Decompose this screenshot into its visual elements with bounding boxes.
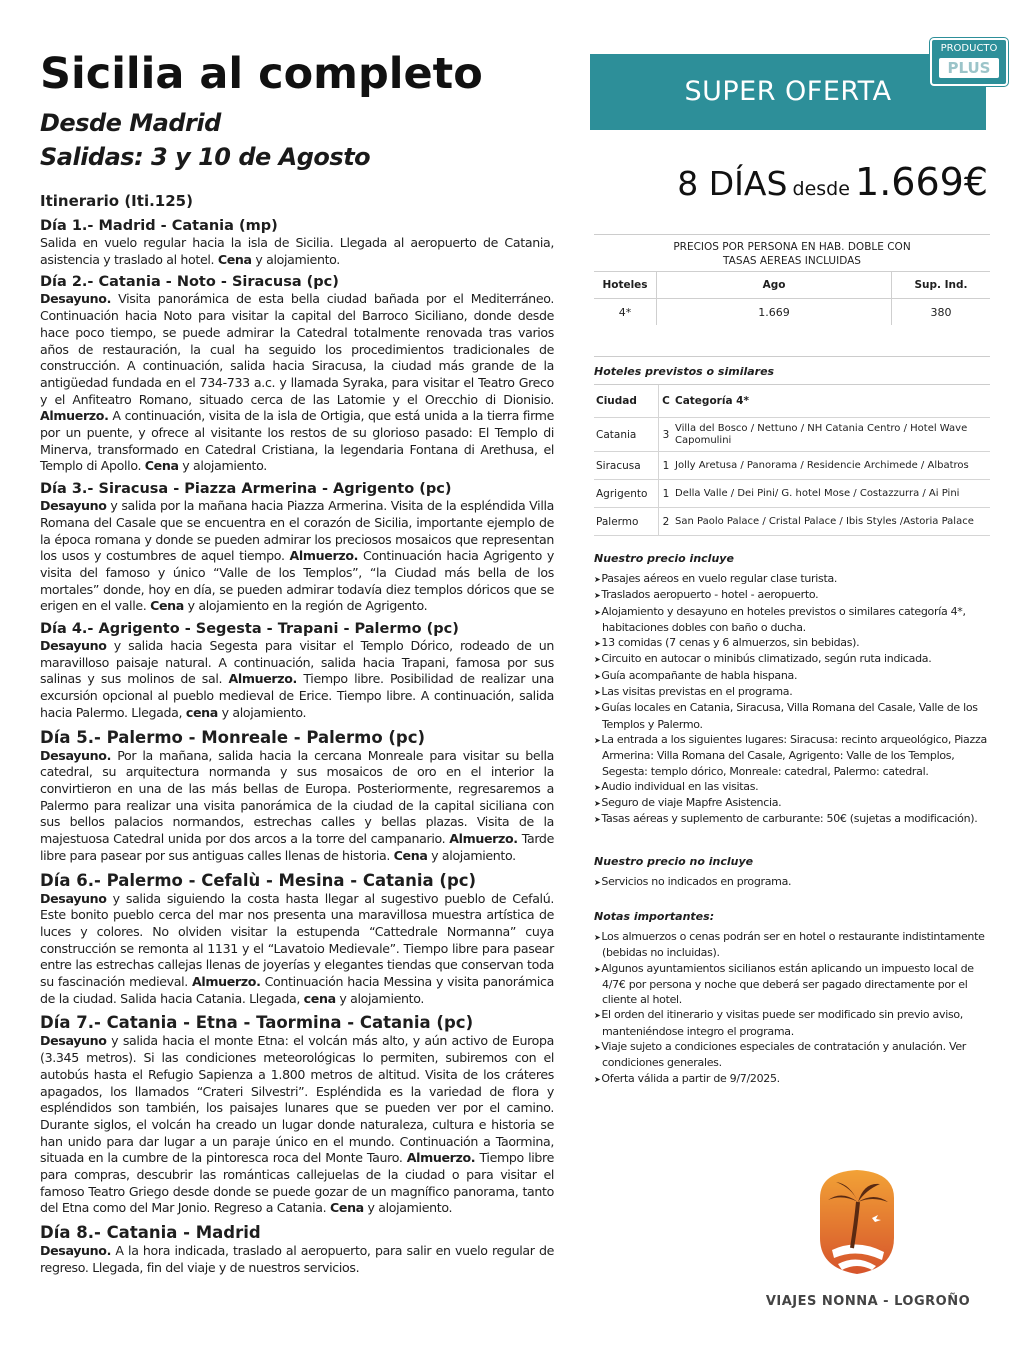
day-title: Día 8.- Catania - Madrid [40, 1223, 261, 1243]
day-description: Desayuno. A la hora indicada, traslado al aeropuerto, para salir en vuelo regular de regreso. Llegada, fin del viaje y de nuestros servicios. [40, 1243, 554, 1275]
day-title: Día 3.- Siracusa - Piazza Armerina - Agrigento (pc) [40, 481, 452, 498]
day-title: Día 5.- Palermo - Monreale - Palermo (pc) [40, 727, 426, 747]
excludes-list [594, 874, 990, 890]
hotel-row [594, 508, 990, 536]
hotel-nights: 1 [659, 480, 674, 508]
hotels-header-row [594, 385, 990, 418]
price-value: 1.669€ [855, 160, 988, 204]
hotel-nights: 1 [659, 452, 674, 480]
badge-bottom-label: PLUS [939, 58, 999, 78]
brand-name: VIAJES NONNA - LOGROÑO [765, 1294, 971, 1309]
list-item: ➤ Tasas aéreas y suplemento de carburante: 50€ (sujetas a modificación). [594, 811, 990, 827]
day-block [40, 1223, 554, 1276]
badge-top-label: PRODUCTO [940, 43, 998, 54]
price-from-label: desde [792, 178, 850, 200]
list-item: ➤ 13 comidas (7 cenas y 6 almuerzos, sin bebidas). [594, 635, 990, 651]
itinerary-heading: Itinerario (Iti.125) [40, 192, 193, 210]
list-item: ➤ Las visitas previstas en el programa. [594, 684, 990, 700]
day-block [40, 481, 554, 615]
excludes-section [594, 855, 990, 890]
hotel-names: Villa del Bosco / Nettuno / NH Catania Centro / Hotel Wave Capomulini [673, 418, 990, 452]
includes-section [594, 552, 990, 828]
col-ago: Ago [657, 272, 892, 299]
notes-section [594, 910, 990, 1087]
day-title: Día 2.- Catania - Noto - Siracusa (pc) [40, 274, 339, 291]
departures-subtitle: Salidas: 3 y 10 de Agosto [40, 143, 371, 171]
list-item: ➤ Traslados aeropuerto - hotel - aeropuerto. [594, 587, 990, 603]
includes-label: Nuestro precio incluye [594, 552, 734, 565]
price-table-header-line2: TASAS AEREAS INCLUIDAS [723, 255, 861, 267]
hotel-city: Catania [594, 418, 659, 452]
hotel-row [594, 480, 990, 508]
day-title: Día 4.- Agrigento - Segesta - Trapani - Palermo (pc) [40, 621, 459, 638]
list-item: ➤ Los almuerzos o cenas podrán ser en hotel o restaurante indistintamente (bebidas no incluidas). [594, 929, 990, 961]
list-item: ➤ Viaje sujeto a condiciones especiales de contratación y anulación. Ver condiciones generales. [594, 1039, 990, 1071]
days-list [40, 218, 554, 1277]
trip-duration: 8 DÍAS [677, 164, 788, 203]
notes-label: Notas importantes: [594, 910, 715, 923]
day-block [40, 218, 554, 268]
day-description: Desayuno y salida hacia Segesta para visitar el Templo Dórico, rodeado de un maravilloso paisaje natural. A continuación, salida hacia Trapani, famosa por sus salinas y sus molinos de sal. Almuerzo. Tiempo libre. Posibilidad de realizar una excursión opcional al pueblo medieval de Erice. Tiempo libre. A continuación, salida hacia Palermo. Llegada, cena y alojamiento. [40, 638, 554, 720]
list-item: ➤ Algunos ayuntamientos sicilianos están aplicando un impuesto local de 4/7€ por persona y noche que deberá ser pagado directamente por el cliente al hotel. [594, 961, 990, 1008]
day-description: Salida en vuelo regular hacia la isla de Sicilia. Llegada al aeropuerto de Catania, asistencia y traslado al hotel. Cena y alojamiento. [40, 235, 554, 267]
day-description: Desayuno. Por la mañana, salida hacia la cercana Monreale para visitar su bella catedral, su arquitectura normanda y sus mosaicos de oro en el interior la convirtieron en una de las más bellas de Europa. Posteriormente, regresaremos a Palermo para realizar una visita panorámica de la ciudad de la capital siciliana con sus bellos palacios normandos, estrechas calles y bellas plazas. Visita de la majestuosa Catedral unida por dos arcos a la torre del campanario. Almuerzo. Tarde libre para pasear por sus antiguas calles llenas de historia. Cena y alojamiento. [40, 747, 554, 863]
itinerary-column [40, 48, 554, 1277]
price-table-header-line1: PRECIOS POR PERSONA EN HAB. DOBLE CON [673, 241, 911, 253]
hotel-row [594, 452, 990, 480]
price-grid [594, 271, 990, 325]
day-title: Día 6.- Palermo - Cefalù - Mesina - Catania (pc) [40, 870, 477, 890]
day-block [40, 728, 554, 865]
hotel-names: Della Valle / Dei Pini/ G. hotel Mose / Costazzurra / Ai Pini [673, 480, 990, 508]
day-description: Desayuno. Visita panorámica de esta bella ciudad bañada por el Mediterráneo. Continuación hacia Noto para visitar la capital del Barroco Siciliano, donde desde hace poco tiempo, se puede admirar la Catedral totalmente renovada tras varios años de restauración, la cual ha seguido los procedimientos tradicionales de construcción. A continuación, salida hacia Siracusa, la ciudad más grande de la antigüedad fundada en el 734-733 a.c. y llamada Syraka, para visitar el Teatro Greco y el Anfiteatro Romano, situado cerca de las Latomie y el Orecchio di Dionisio. Almuerzo. A continuación, visita de la isla de Ortigia, que está unida a la tierra firme por un puente, y ofrece al visitante los restos de su glorioso pasado: El Templo di Minerva, transformado en Catedral Cristiana, la legendaria Fontana di Arethusa, el Templo di Apollo. Cena y alojamiento. [40, 291, 554, 474]
page-title: Sicilia al completo [40, 49, 483, 99]
hotels-table [594, 385, 990, 536]
includes-list [594, 571, 990, 828]
day-block [40, 621, 554, 722]
hotel-city: Palermo [594, 508, 659, 536]
hotel-row [594, 418, 990, 452]
price-table [594, 234, 990, 325]
hotel-nights: 3 [659, 418, 674, 452]
list-item: ➤ Oferta válida a partir de 9/7/2025. [594, 1071, 990, 1087]
day-block [40, 274, 554, 475]
price-headline [600, 160, 988, 204]
hotel-city: Siracusa [594, 452, 659, 480]
day-title: Día 7.- Catania - Etna - Taormina - Catania (pc) [40, 1013, 474, 1033]
price-table-header [594, 235, 990, 271]
day-block [40, 1013, 554, 1217]
hotel-names: Jolly Aretusa / Panorama / Residencie Archimede / Albatros [673, 452, 990, 480]
hotels-col-category: Categoría 4* [673, 385, 990, 418]
excludes-label: Nuestro precio no incluye [594, 855, 754, 868]
list-item: ➤ Seguro de viaje Mapfre Asistencia. [594, 795, 990, 811]
list-item: ➤ La entrada a los siguientes lugares: Siracusa: recinto arqueológico, Piazza Armerina: Villa Romana del Casale, Agrigento: Valle de los Templos, Segesta: templo dórico, Monreale: catedral, Palermo: catedral. [594, 732, 990, 779]
notes-list [594, 929, 990, 1087]
list-item: ➤ Guía acompañante de habla hispana. [594, 668, 990, 684]
hotels-col-city: Ciudad [594, 385, 659, 418]
day-block [40, 871, 554, 1008]
offer-banner [590, 54, 986, 130]
list-item: ➤ Alojamiento y desayuno en hoteles previstos o similares categoría 4*, habitaciones dobles con baño o ducha. [594, 604, 990, 636]
list-item: ➤ Servicios no indicados en programa. [594, 874, 990, 890]
list-item: ➤ Audio individual en las visitas. [594, 779, 990, 795]
day-description: Desayuno y salida hacia el monte Etna: el volcán más alto, y aún activo de Europa (3.345 metros). Si las condiciones meteorológicas lo permiten, subiremos con el autobús hasta el Refugio Sapienza a 1.800 metros de altitud. Visita de los cráteres apagados, los llamados “Crateri Silvestri”. Espléndida es la variedad de flora y espléndidos son también, los paisajes lunares que se pueden ver por el camino. Durante siglos, el volcán ha creado un lugar donde naturaleza, cultura e historia se han unido para dar lugar a un paraje único en el mundo. Continuación a Taormina, situada en la cumbre de la pintoresca roca del Monte Tauro. Almuerzo. Tiempo libre para compras, descubrir las románticas callejuelas de la ciudad o para visitar el famoso Teatro Griego desde donde se puede gozar de un magnífico panorama, tanto del Etna como del Mar Jonio. Regreso a Catania. Cena y alojamiento. [40, 1033, 554, 1216]
list-item: ➤ Guías locales en Catania, Siracusa, Villa Romana del Casale, Valle de los Templos y Palermo. [594, 700, 990, 732]
list-item: ➤ Pasajes aéreos en vuelo regular clase turista. [594, 571, 990, 587]
hotel-city: Agrigento [594, 480, 659, 508]
list-item: ➤ Circuito en autocar o minibús climatizado, según ruta indicada. [594, 651, 990, 667]
hotels-col-nights: C [659, 385, 674, 418]
hotel-nights: 2 [659, 508, 674, 536]
col-hoteles: Hoteles [594, 272, 657, 299]
cell-price: 1.669 [657, 299, 892, 326]
product-plus-badge [930, 38, 1008, 86]
day-title: Día 1.- Madrid - Catania (mp) [40, 218, 278, 234]
cell-supplement: 380 [892, 299, 991, 326]
day-description: Desayuno y salida siguiendo la costa hasta llegar al sugestivo pueblo de Cefalú. Este bonito pueblo cerca del mar nos presenta una maravillosa muestra artística de luces y colores. No olviden visitar la estupenda “Cattedrale Normanna” cuya construcción se remonta al 1131 y el “Lavatoio Medievale”. Tiempo libre para pasear entre las estrechas callejas llenas de joyerías y elegantes tiendas que conservan toda su fascinación medieval. Almuerzo. Continuación hacia Messina y visita panorámica de la ciudad. Salida hacia Catania. Llegada, cena y alojamiento. [40, 890, 554, 1006]
origin-subtitle: Desde Madrid [40, 109, 221, 137]
list-item: ➤ El orden del itinerario y visitas puede ser modificado sin previo aviso, manteniéndose integro el programa. [594, 1007, 990, 1039]
col-sup-ind: Sup. Ind. [892, 272, 991, 299]
cell-category: 4* [594, 299, 657, 326]
palm-beach-logo [812, 1168, 902, 1278]
day-description: Desayuno y salida por la mañana hacia Piazza Armerina. Visita de la espléndida Villa Romana del Casale que se encuentra en el corazón de Sicilia, importante ejemplo de la época romana y donde se pueden admirar los preciosos mosaicos que representan los usos y costumbres de aquel tiempo. Almuerzo. Continuación hacia Agrigento y visita del famoso y único “Valle de los Templos”, “la Ciudad más bella de los mortales” donde, hoy en día, se pueden admirar todavía diez templos dóricos que se erigen en el valle. Cena y alojamiento en la región de Agrigento. [40, 498, 554, 614]
offer-banner-label: SUPER OFERTA [684, 76, 892, 107]
hotels-label: Hoteles previstos o similares [594, 356, 990, 385]
hotel-names: San Paolo Palace / Cristal Palace / Ibis Styles /Astoria Palace [673, 508, 990, 536]
hotels-section [594, 356, 990, 536]
